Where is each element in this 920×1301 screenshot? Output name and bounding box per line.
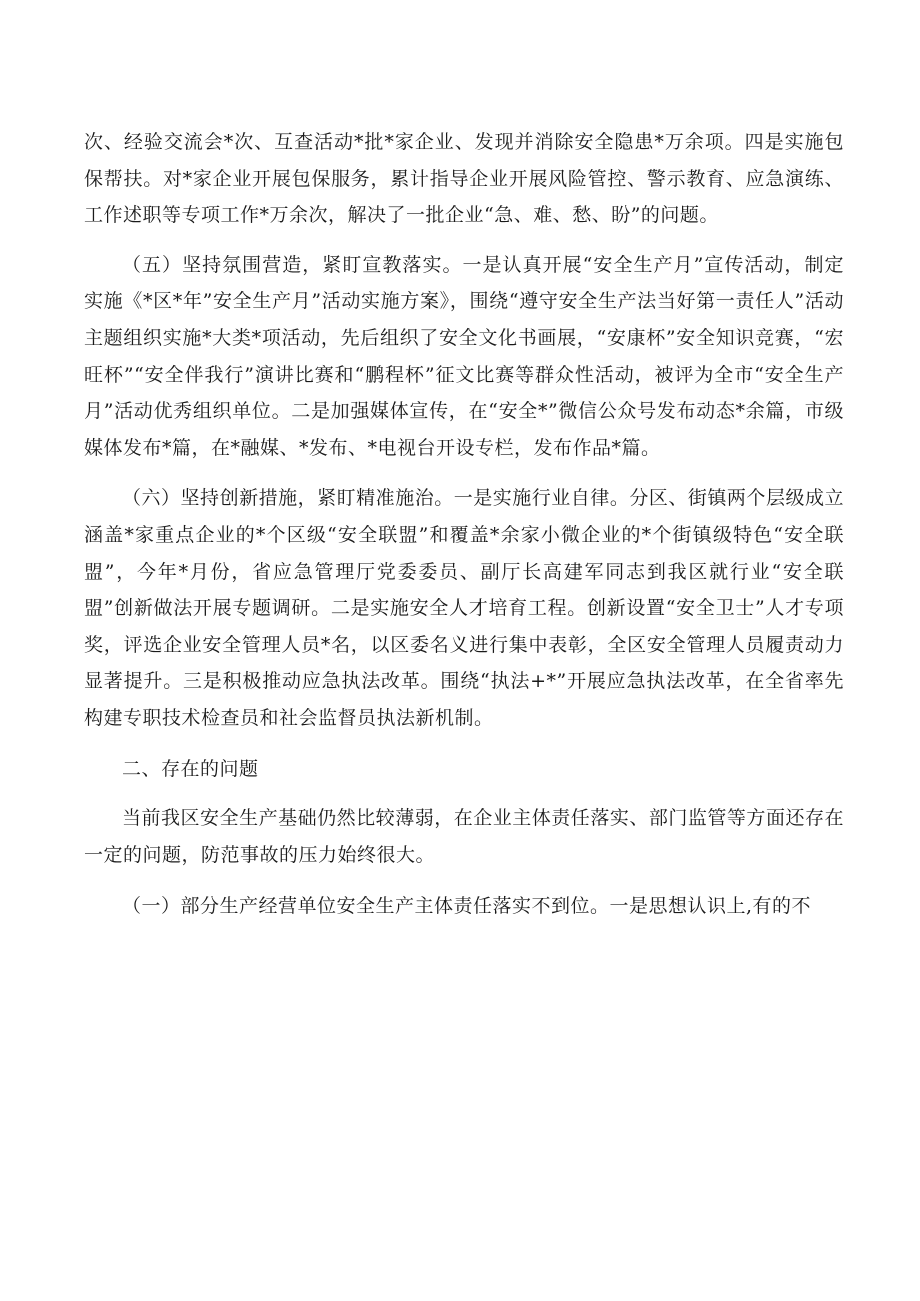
paragraph-problems-intro: 当前我区安全生产基础仍然比较薄弱，在企业主体责任落实、部门监管等方面还存在一定的问题，防范事故的压力始终很大。 <box>84 807 844 866</box>
paragraph-section-6: （六）坚持创新措施，紧盯精准施治。一是实施行业自律。分区、街镇两个层级成立涵盖*家重点企业的*个区级“安全联盟”和覆盖*余家小微企业的*个街镇级特色“安全联盟”，今年*月份，省应急管理厅党委委员、副厅长高建军同志到我区就行业“安全联盟”创新做法开展专题调研。二是实施安全人才培育工程。创新设置“安全卫士”人才专项奖，评选企业安全管理人员*名，以区委名义进行集中表彰，全区安全管理人员履责动力显著提升。三是积极推动应急执法改革。围绕“执法+*”开展应急执法改革，在全省率先构建专职技术检查员和社会监督员执法新机制。 <box>84 487 844 729</box>
paragraph-continuation: 次、经验交流会*次、互查活动*批*家企业、发现并消除安全隐患*万余项。四是实施包保帮扶。对*家企业开展包保服务，累计指导企业开展风险管控、警示教育、应急演练、工作述职等专项工作*万余次，解决了一批企业“急、难、愁、盼”的问题。 <box>84 131 844 227</box>
section-heading-problems: 二、存在的问题 <box>122 757 259 780</box>
paragraph-problem-1: （一）部分生产经营单位安全生产主体责任落实不到位。一是思想认识上,有的不 <box>122 895 812 918</box>
paragraph-section-5: （五）坚持氛围营造，紧盯宣教落实。一是认真开展“安全生产月”宣传活动，制定实施《*区*年”安全生产月”活动实施方案》，围绕“遵守安全生产法当好第一责任人”活动主题组织实施*大类*项活动，先后组织了安全文化书画展，“安康杯”安全知识竞赛，“宏旺杯”“安全伴我行”演讲比赛和“鹏程杯”征文比赛等群众性活动，被评为全市“安全生产月”活动优秀组织单位。二是加强媒体宣传，在“安全*”微信公众号发布动态*余篇，市级媒体发布*篇，在*融媒、*发布、*电视台开设专栏，发布作品*篇。 <box>84 253 844 459</box>
document-body <box>84 124 844 925</box>
